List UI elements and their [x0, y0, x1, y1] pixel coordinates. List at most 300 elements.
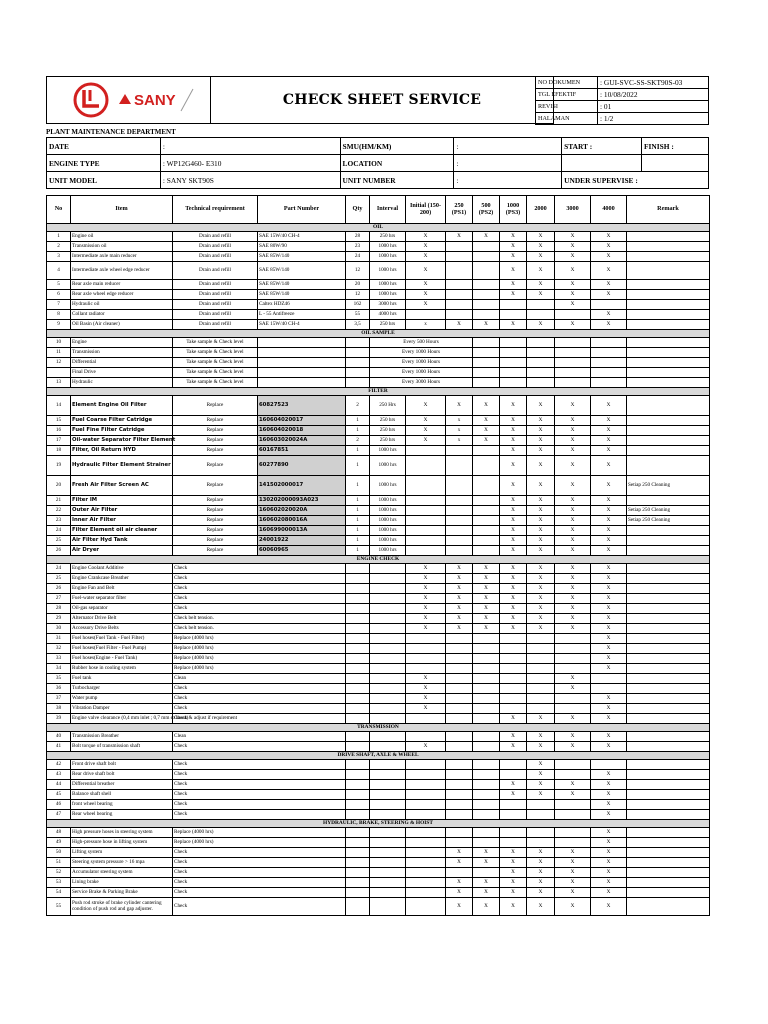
interval	[370, 888, 406, 898]
column-header: 250 (PS1)	[446, 196, 473, 224]
check-cell: X	[473, 232, 500, 242]
part-number: 60060965	[258, 546, 346, 556]
check-cell	[527, 368, 555, 378]
section-header-row	[47, 388, 710, 396]
check-cell	[473, 262, 500, 280]
table-row	[47, 664, 710, 674]
technical-requirement: Drain and refill	[173, 232, 258, 242]
check-cell	[446, 446, 473, 456]
check-cell: X	[555, 536, 591, 546]
check-cell: X	[406, 674, 446, 684]
check-cell: X	[500, 584, 527, 594]
table-row	[47, 446, 710, 456]
remark	[627, 770, 710, 780]
check-cell: X	[500, 320, 527, 330]
check-cell	[473, 378, 500, 388]
check-cell	[500, 694, 527, 704]
table-row	[47, 742, 710, 752]
qty: 1	[346, 456, 370, 476]
qty	[346, 878, 370, 888]
item-name: Fuel Coarse Filter Catridge	[71, 416, 173, 426]
check-cell: X	[591, 574, 627, 584]
check-cell: X	[527, 516, 555, 526]
row-number: 24	[47, 564, 71, 574]
date-field[interactable]: :	[160, 138, 340, 155]
finish-field[interactable]	[642, 155, 709, 172]
table-row	[47, 604, 710, 614]
supervise-label: UNDER SUPERVISE :	[562, 172, 709, 189]
table-row	[47, 858, 710, 868]
item-name: Fuel tank	[71, 674, 173, 684]
check-cell: X	[591, 780, 627, 790]
check-cell: X	[527, 574, 555, 584]
check-cell: X	[591, 828, 627, 838]
interval	[370, 584, 406, 594]
check-cell: X	[500, 790, 527, 800]
check-cell: X	[500, 858, 527, 868]
check-cell	[555, 770, 591, 780]
part-number: 160602020020A	[258, 506, 346, 516]
item-name: Fuel Fine Filter Catridge	[71, 426, 173, 436]
section-title: ENGINE CHECK	[47, 556, 710, 564]
part-number: SAE 15W/40 CH-4	[258, 232, 346, 242]
engine-type-field[interactable]: : WP12G460- E310	[160, 155, 340, 172]
item-name: Intermediate axle wheel edge reducer	[71, 262, 173, 280]
check-cell	[473, 338, 500, 348]
start-field[interactable]	[562, 155, 642, 172]
check-cell: X	[591, 456, 627, 476]
check-cell: X	[527, 320, 555, 330]
check-cell: X	[500, 780, 527, 790]
remark	[627, 800, 710, 810]
remark	[627, 242, 710, 252]
check-cell	[473, 368, 500, 378]
item-name: Engine Coolant Additive	[71, 564, 173, 574]
row-number: 46	[47, 800, 71, 810]
check-cell: X	[591, 416, 627, 426]
qty: 1	[346, 536, 370, 546]
check-cell	[446, 760, 473, 770]
item-name: Lifting system	[71, 848, 173, 858]
check-cell	[406, 838, 446, 848]
check-cell: X	[527, 584, 555, 594]
column-header: Remark	[627, 196, 710, 224]
remark	[627, 252, 710, 262]
column-header: Technical requirement	[173, 196, 258, 224]
check-cell	[473, 546, 500, 556]
check-cell: X	[406, 684, 446, 694]
check-cell: X	[527, 604, 555, 614]
part-number: 160699000013A	[258, 526, 346, 536]
row-number: 40	[47, 732, 71, 742]
check-cell	[527, 684, 555, 694]
qty: 2	[346, 436, 370, 446]
interval: 250 hrs	[370, 416, 406, 426]
interval: 250 hrs	[370, 232, 406, 242]
technical-requirement: Drain and refill	[173, 320, 258, 330]
technical-requirement: Check & adjust if requirement	[173, 714, 346, 724]
row-number: 30	[47, 624, 71, 634]
section-title: DRIVE SHAFT, AXLE & WHEEL	[47, 752, 710, 760]
table-row	[47, 516, 710, 526]
remark	[627, 564, 710, 574]
section-title: HYDRAULIC, BRAKE, STEERING & HOIST	[47, 820, 710, 828]
check-cell	[500, 378, 527, 388]
table-row	[47, 868, 710, 878]
check-cell	[500, 770, 527, 780]
interval	[370, 704, 406, 714]
row-number: 43	[47, 770, 71, 780]
remark	[627, 546, 710, 556]
row-number: 25	[47, 574, 71, 584]
technical-requirement: Replace (4000 hrs)	[173, 828, 346, 838]
check-cell	[446, 290, 473, 300]
check-cell	[627, 338, 710, 348]
check-cell	[500, 674, 527, 684]
interval: 1000 hrs	[370, 262, 406, 280]
technical-requirement: Replace	[173, 456, 258, 476]
item-name: Fuel-water separator filter	[71, 594, 173, 604]
check-cell	[446, 310, 473, 320]
meta-value: : GUI-SVC-SS-SKT90S-03	[598, 77, 709, 89]
row-number	[47, 368, 71, 378]
technical-requirement: Check belt tension.	[173, 624, 346, 634]
meta-label: TGL EFEKTIF	[536, 89, 598, 101]
table-row	[47, 358, 710, 368]
check-cell: X	[406, 574, 446, 584]
check-cell	[500, 654, 527, 664]
check-cell: X	[406, 242, 446, 252]
table-row	[47, 456, 710, 476]
part-number: L - 55 Antifreeze	[258, 310, 346, 320]
sample-interval: Every 1000 Hours	[370, 348, 473, 358]
interval	[370, 810, 406, 820]
document-title-box	[210, 76, 554, 124]
check-cell: X	[555, 742, 591, 752]
interval	[370, 780, 406, 790]
check-cell: X	[500, 242, 527, 252]
check-cell	[473, 810, 500, 820]
row-number: 22	[47, 506, 71, 516]
check-cell: X	[555, 242, 591, 252]
row-number: 45	[47, 790, 71, 800]
item-name: Filter Element oil air cleaner	[71, 526, 173, 536]
check-cell: X	[527, 868, 555, 878]
check-cell	[473, 664, 500, 674]
unit-model-field[interactable]: : SANY SKT90S	[160, 172, 340, 189]
check-cell: X	[591, 634, 627, 644]
qty: 1	[346, 546, 370, 556]
item-name: Engine valve clearance (0,4 mm inlet ; 0,7 mm exhaust)	[71, 714, 173, 724]
check-cell: X	[591, 614, 627, 624]
table-row	[47, 810, 710, 820]
check-cell	[446, 714, 473, 724]
row-number: 14	[47, 396, 71, 416]
interval	[370, 634, 406, 644]
check-cell: X	[555, 858, 591, 868]
check-cell: X	[473, 878, 500, 888]
check-cell	[527, 338, 555, 348]
check-cell: X	[527, 496, 555, 506]
check-cell: X	[446, 574, 473, 584]
check-cell	[406, 888, 446, 898]
qty	[346, 858, 370, 868]
interval: 1000 hrs	[370, 476, 406, 496]
check-cell: X	[473, 858, 500, 868]
check-cell: X	[555, 516, 591, 526]
table-row	[47, 584, 710, 594]
remark	[627, 614, 710, 624]
location-field[interactable]: :	[454, 155, 562, 172]
check-cell	[591, 348, 627, 358]
item-name: Engine Crankcase Breather	[71, 574, 173, 584]
check-cell	[406, 858, 446, 868]
remark	[627, 634, 710, 644]
remark	[627, 780, 710, 790]
check-cell: X	[555, 674, 591, 684]
qty	[346, 838, 370, 848]
remark	[627, 496, 710, 506]
qty: 1	[346, 446, 370, 456]
check-cell: X	[527, 898, 555, 916]
remark	[627, 436, 710, 446]
check-cell	[500, 368, 527, 378]
check-cell	[555, 694, 591, 704]
remark	[627, 714, 710, 724]
service-checklist-table	[46, 195, 710, 916]
check-cell	[527, 810, 555, 820]
technical-requirement: Replace (4000 hrs)	[173, 664, 346, 674]
check-cell: X	[406, 396, 446, 416]
check-sheet	[46, 76, 709, 916]
check-cell: X	[555, 262, 591, 280]
check-cell	[591, 378, 627, 388]
table-row	[47, 396, 710, 416]
check-cell	[555, 644, 591, 654]
interval: 1000 hrs	[370, 526, 406, 536]
table-row	[47, 644, 710, 654]
item-name: Fuel hoses(Fuel Filter - Fuel Pump)	[71, 644, 173, 654]
section-title: OIL	[47, 224, 710, 232]
technical-requirement: Replace (4000 hrs)	[173, 654, 346, 664]
check-cell	[527, 674, 555, 684]
check-cell	[446, 664, 473, 674]
qty: 55	[346, 310, 370, 320]
check-cell	[446, 684, 473, 694]
row-number: 48	[47, 828, 71, 838]
check-cell	[446, 496, 473, 506]
qty: 23	[346, 242, 370, 252]
check-cell: X	[591, 742, 627, 752]
check-cell	[527, 654, 555, 664]
remark	[627, 664, 710, 674]
item-name: Hydraulic oil	[71, 300, 173, 310]
check-cell: X	[473, 416, 500, 426]
check-cell	[527, 800, 555, 810]
check-cell: X	[555, 416, 591, 426]
check-cell: X	[591, 426, 627, 436]
qty	[346, 868, 370, 878]
unit-number-field[interactable]: :	[454, 172, 562, 189]
item-name: Differential	[71, 358, 173, 368]
item-name: Front drive shaft bolt	[71, 760, 173, 770]
check-cell: X	[500, 396, 527, 416]
qty	[346, 888, 370, 898]
row-number: 50	[47, 848, 71, 858]
document-meta-table	[535, 76, 709, 125]
technical-requirement: Replace	[173, 496, 258, 506]
check-cell	[500, 838, 527, 848]
check-cell: X	[591, 290, 627, 300]
row-number: 55	[47, 898, 71, 916]
check-cell: X	[527, 780, 555, 790]
table-row	[47, 848, 710, 858]
qty	[346, 614, 370, 624]
check-cell: X	[406, 300, 446, 310]
check-cell	[406, 536, 446, 546]
check-cell	[406, 810, 446, 820]
table-row	[47, 760, 710, 770]
row-number: 6	[47, 290, 71, 300]
item-name: Accumulator steering system	[71, 868, 173, 878]
part-number: 60167851	[258, 446, 346, 456]
table-row	[47, 338, 710, 348]
technical-requirement: Check	[173, 564, 346, 574]
item-name: Turbocharger	[71, 684, 173, 694]
check-cell: X	[555, 290, 591, 300]
technical-requirement: Check	[173, 594, 346, 604]
column-header: 4000	[591, 196, 627, 224]
check-cell: X	[527, 732, 555, 742]
check-cell	[500, 644, 527, 654]
check-cell	[527, 704, 555, 714]
company-logo	[46, 76, 210, 124]
row-number: 29	[47, 614, 71, 624]
check-cell: X	[500, 604, 527, 614]
table-row	[47, 320, 710, 330]
check-cell	[473, 358, 500, 368]
remark: Setiap 250 Cleaning	[627, 506, 710, 516]
qty: 20	[346, 280, 370, 290]
interval: 1000 hrs	[370, 252, 406, 262]
check-cell: X	[591, 790, 627, 800]
check-cell	[446, 704, 473, 714]
technical-requirement: Check	[173, 604, 346, 614]
check-cell	[555, 348, 591, 358]
item-name: Fresh Air Filter Screen AC	[71, 476, 173, 496]
check-cell	[473, 536, 500, 546]
interval	[370, 654, 406, 664]
remark	[627, 320, 710, 330]
smu-field[interactable]: :	[454, 138, 562, 155]
check-cell	[473, 770, 500, 780]
smu-label: SMU(HM/KM)	[340, 138, 454, 155]
check-cell	[473, 838, 500, 848]
check-cell: X	[500, 624, 527, 634]
check-cell: X	[555, 546, 591, 556]
remark	[627, 416, 710, 426]
technical-requirement: Drain and refill	[173, 310, 258, 320]
qty: 28	[346, 232, 370, 242]
check-cell: X	[555, 252, 591, 262]
row-number: 13	[47, 378, 71, 388]
qty: 1	[346, 526, 370, 536]
qty	[346, 634, 370, 644]
check-cell: X	[591, 594, 627, 604]
row-number: 2	[47, 242, 71, 252]
qty: 1	[346, 516, 370, 526]
check-cell	[500, 828, 527, 838]
check-cell: X	[500, 252, 527, 262]
check-cell: X	[500, 564, 527, 574]
check-cell	[527, 828, 555, 838]
remark	[627, 280, 710, 290]
technical-requirement: Check	[173, 704, 346, 714]
check-cell	[446, 770, 473, 780]
check-cell: X	[591, 858, 627, 868]
technical-requirement: Replace	[173, 536, 258, 546]
check-cell: X	[500, 868, 527, 878]
row-number: 15	[47, 416, 71, 426]
qty	[346, 810, 370, 820]
check-cell	[446, 644, 473, 654]
check-cell: X	[555, 300, 591, 310]
qty	[346, 358, 370, 368]
column-header: 1000 (PS3)	[500, 196, 527, 224]
check-cell	[446, 654, 473, 664]
check-cell	[446, 252, 473, 262]
check-cell: X	[446, 604, 473, 614]
qty	[346, 760, 370, 770]
technical-requirement: Replace	[173, 546, 258, 556]
check-cell: X	[555, 714, 591, 724]
technical-requirement: Clean	[173, 674, 346, 684]
check-cell	[527, 838, 555, 848]
sample-interval: Every 500 Hours	[370, 338, 473, 348]
interval	[370, 714, 406, 724]
check-cell: X	[591, 564, 627, 574]
check-cell: X	[591, 310, 627, 320]
check-cell	[473, 252, 500, 262]
row-number: 17	[47, 436, 71, 446]
check-cell: X	[591, 446, 627, 456]
qty	[346, 574, 370, 584]
check-cell: X	[527, 436, 555, 446]
interval: 4000 hrs	[370, 310, 406, 320]
check-cell	[555, 654, 591, 664]
meta-row	[536, 113, 709, 125]
technical-requirement: Replace (4000 hrs)	[173, 644, 346, 654]
interval	[370, 644, 406, 654]
check-cell	[555, 358, 591, 368]
row-number: 7	[47, 300, 71, 310]
technical-requirement: Take sample & Check level	[173, 368, 258, 378]
check-cell: X	[406, 614, 446, 624]
row-number: 42	[47, 760, 71, 770]
table-row	[47, 378, 710, 388]
item-name: Air Filter Hyd Tank	[71, 536, 173, 546]
check-cell: X	[500, 536, 527, 546]
remark	[627, 898, 710, 916]
check-cell	[473, 242, 500, 252]
technical-requirement: Check	[173, 780, 346, 790]
check-cell: x	[446, 436, 473, 446]
row-number: 31	[47, 634, 71, 644]
part-number: SAE 15W/40 CH-4	[258, 320, 346, 330]
check-cell: X	[555, 868, 591, 878]
part-number: SAE 85W/140	[258, 290, 346, 300]
technical-requirement: Check	[173, 848, 346, 858]
